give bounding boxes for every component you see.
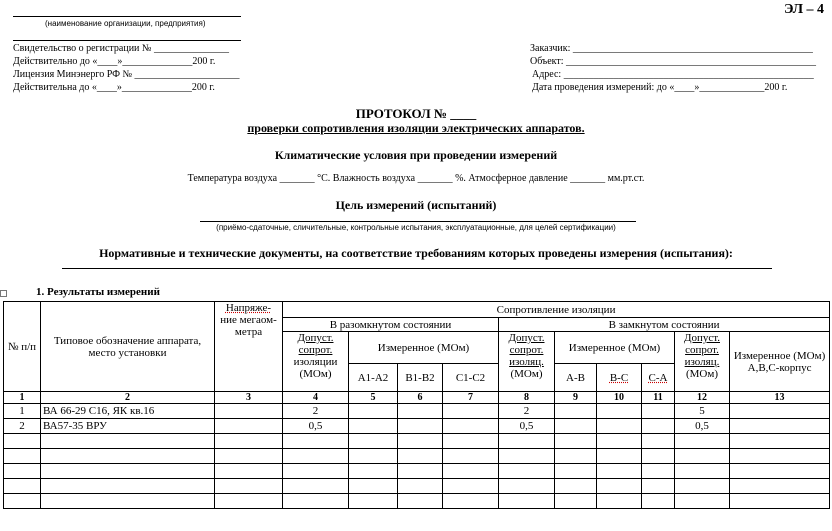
row-cell xyxy=(349,449,398,464)
date-field: Дата проведения измерений: до «____»_____________200 г. xyxy=(532,82,788,93)
row-device xyxy=(41,479,215,494)
col-number: 2 xyxy=(41,392,215,404)
object-field: Объект: __________________________________________________ xyxy=(530,56,817,67)
row-cell xyxy=(215,464,283,479)
table-row xyxy=(4,494,830,509)
col-number: 11 xyxy=(642,392,675,404)
col-number: 12 xyxy=(675,392,730,404)
row-cell xyxy=(398,404,443,419)
row-cell xyxy=(730,434,830,449)
header-voltage xyxy=(215,302,283,392)
table-row xyxy=(4,479,830,494)
row-cell xyxy=(555,419,597,434)
table-anchor-mark xyxy=(0,290,7,297)
row-cell xyxy=(642,434,675,449)
header-open: В разомкнутом состоянии xyxy=(283,318,499,332)
row-cell xyxy=(642,479,675,494)
row-cell xyxy=(283,494,349,509)
row-cell xyxy=(398,449,443,464)
row-cell xyxy=(215,479,283,494)
row-cell xyxy=(642,419,675,434)
row-cell xyxy=(4,479,41,494)
row-cell xyxy=(443,404,499,419)
table-row xyxy=(4,449,830,464)
col-number: 1 xyxy=(4,392,41,404)
table-row xyxy=(4,464,830,479)
header-allow-closed-l2: (МОм) xyxy=(510,368,543,380)
row-cell xyxy=(283,434,349,449)
col-number: 8 xyxy=(499,392,555,404)
row-cell xyxy=(349,479,398,494)
row-cell xyxy=(443,419,499,434)
row-cell xyxy=(555,479,597,494)
col-number: 6 xyxy=(398,392,443,404)
header-num: № п/п xyxy=(4,302,41,392)
row-cell xyxy=(730,494,830,509)
purpose-heading: Цель измерений (испытаний) xyxy=(335,198,497,212)
header-resistance: Сопротивление изоляции xyxy=(283,302,830,318)
row-cell xyxy=(499,434,555,449)
row-cell xyxy=(730,464,830,479)
row-cell xyxy=(675,479,730,494)
header-meas-body-l1: Измеренное (МОм) xyxy=(733,349,826,362)
valid-until-1: Действительно до «____»______________200 г. xyxy=(13,56,216,67)
row-cell xyxy=(4,464,41,479)
header-meas-body-l2: А,В,С-корпус xyxy=(747,361,812,374)
header-c1c2: С1-С2 xyxy=(443,364,499,392)
row-cell xyxy=(398,479,443,494)
row-cell xyxy=(730,404,830,419)
row-cell xyxy=(499,464,555,479)
table-row xyxy=(4,434,830,449)
row-cell xyxy=(4,449,41,464)
results-body xyxy=(4,404,830,509)
row-cell xyxy=(443,434,499,449)
header-allow-closed2-l2: (МОм) xyxy=(685,368,718,380)
header-voltage-l2: ние мегаом-метра xyxy=(220,314,277,338)
row-cell: 0,5 xyxy=(283,419,349,434)
row-device xyxy=(41,449,215,464)
row-cell xyxy=(349,419,398,434)
col-number: 3 xyxy=(215,392,283,404)
row-cell xyxy=(283,449,349,464)
row-cell: 0,5 xyxy=(675,419,730,434)
valid-until-2: Действительна до «____»______________200 г. xyxy=(13,82,215,93)
col-number: 7 xyxy=(443,392,499,404)
row-device: ВА57-35 ВРУ xyxy=(41,419,215,434)
row-cell xyxy=(443,479,499,494)
row-cell xyxy=(398,494,443,509)
row-cell xyxy=(675,464,730,479)
col-number: 10 xyxy=(597,392,642,404)
header-a1a2: А1-А2 xyxy=(349,364,398,392)
row-cell xyxy=(349,494,398,509)
header-bc: В-С xyxy=(597,364,642,392)
col-number: 5 xyxy=(349,392,398,404)
normative-heading: Нормативные и технические документы, на соответствие требованиям которых проведены измерения (испытания): xyxy=(99,246,733,260)
header-meas-open: Измеренное (МОм) xyxy=(349,332,499,364)
col-number: 4 xyxy=(283,392,349,404)
row-cell xyxy=(215,419,283,434)
header-meas-body xyxy=(730,332,830,392)
row-cell xyxy=(675,494,730,509)
row-cell xyxy=(730,449,830,464)
purpose-caption: (приёмо-сдаточные, сличительные, контрольные испытания, эксплуатационные, для целей сертификации) xyxy=(216,223,616,232)
header-allow-open-l2: изоляции (МОм) xyxy=(293,356,338,380)
row-cell xyxy=(499,479,555,494)
row-cell xyxy=(4,494,41,509)
row-cell xyxy=(443,449,499,464)
row-cell xyxy=(555,464,597,479)
row-cell xyxy=(398,419,443,434)
customer-field: Заказчик: ________________________________________________ xyxy=(530,43,813,54)
row-cell xyxy=(499,449,555,464)
column-number-row xyxy=(4,392,830,404)
header-allow-closed-l1: Допуст. сопрот. изоляц. xyxy=(508,332,545,368)
row-cell xyxy=(555,449,597,464)
row-cell xyxy=(215,434,283,449)
header-closed: В замкнутом состоянии xyxy=(499,318,830,332)
header-allow-open-l1: Допуст. сопрот. xyxy=(297,332,334,356)
protocol-subtitle: проверки сопротивления изоляции электрических аппаратов. xyxy=(247,121,585,135)
purpose-line xyxy=(200,221,636,222)
org-name-line xyxy=(13,16,241,17)
row-cell xyxy=(4,434,41,449)
row-cell xyxy=(597,464,642,479)
header-allow-open xyxy=(283,332,349,392)
row-cell: 5 xyxy=(675,404,730,419)
row-cell: 2 xyxy=(283,404,349,419)
row-cell xyxy=(555,404,597,419)
table-row xyxy=(4,419,830,434)
header-ab: А-В xyxy=(555,364,597,392)
row-cell xyxy=(215,449,283,464)
row-cell xyxy=(597,404,642,419)
row-cell xyxy=(642,449,675,464)
climate-line: Температура воздуха _______ °С. Влажность воздуха _______ %. Атмосферное давление _______ мм.рт.ст. xyxy=(187,173,645,184)
row-cell xyxy=(597,434,642,449)
row-cell xyxy=(642,464,675,479)
row-cell xyxy=(349,404,398,419)
org-divider xyxy=(13,40,241,41)
normative-line xyxy=(62,268,772,269)
row-cell xyxy=(215,494,283,509)
row-cell xyxy=(597,479,642,494)
header-allow-closed2-l1: Допуст. сопрот. изоляц. xyxy=(683,332,720,368)
row-cell: 2 xyxy=(4,419,41,434)
results-table xyxy=(3,301,830,509)
form-code: ЭЛ – 4 xyxy=(783,2,824,17)
row-cell xyxy=(730,479,830,494)
header-type: Типовое обозначение аппарата, место установки xyxy=(41,302,215,392)
header-ca: С-А xyxy=(642,364,675,392)
row-cell xyxy=(597,449,642,464)
row-cell xyxy=(555,434,597,449)
row-device: ВА 66-29 С16, ЯК кв.16 xyxy=(41,404,215,419)
col-number: 13 xyxy=(730,392,830,404)
protocol-title: ПРОТОКОЛ № ____ xyxy=(355,106,477,121)
header-b1b2: В1-В2 xyxy=(398,364,443,392)
row-cell: 1 xyxy=(4,404,41,419)
row-cell xyxy=(499,494,555,509)
row-cell xyxy=(555,494,597,509)
org-caption: (наименование организации, предприятия) xyxy=(45,19,206,28)
header-allow-closed xyxy=(499,332,555,392)
row-cell xyxy=(642,404,675,419)
address-field: Адрес: __________________________________________________ xyxy=(532,69,814,80)
row-cell xyxy=(642,494,675,509)
row-cell xyxy=(675,449,730,464)
row-cell xyxy=(597,419,642,434)
climate-heading: Климатические условия при проведении измерений xyxy=(274,148,558,162)
row-cell: 2 xyxy=(499,404,555,419)
row-device xyxy=(41,434,215,449)
row-cell xyxy=(730,419,830,434)
row-cell xyxy=(398,434,443,449)
col-number: 9 xyxy=(555,392,597,404)
row-cell xyxy=(349,434,398,449)
row-cell: 0,5 xyxy=(499,419,555,434)
row-device xyxy=(41,494,215,509)
results-section-label: 1. Результаты измерений xyxy=(36,286,160,298)
row-cell xyxy=(443,494,499,509)
row-cell xyxy=(215,404,283,419)
row-cell xyxy=(443,464,499,479)
row-cell xyxy=(283,479,349,494)
reg-cert: Свидетельство о регистрации № _______________ xyxy=(13,43,229,54)
row-device xyxy=(41,464,215,479)
row-cell xyxy=(597,494,642,509)
row-cell xyxy=(398,464,443,479)
header-meas-closed: Измеренное (МОм) xyxy=(555,332,675,364)
row-cell xyxy=(349,464,398,479)
header-allow-closed2 xyxy=(675,332,730,392)
row-cell xyxy=(675,434,730,449)
header-voltage-l1: Напряже- xyxy=(225,302,272,314)
row-cell xyxy=(283,464,349,479)
license: Лицензия Минэнерго РФ № _____________________ xyxy=(13,69,240,80)
table-row xyxy=(4,404,830,419)
